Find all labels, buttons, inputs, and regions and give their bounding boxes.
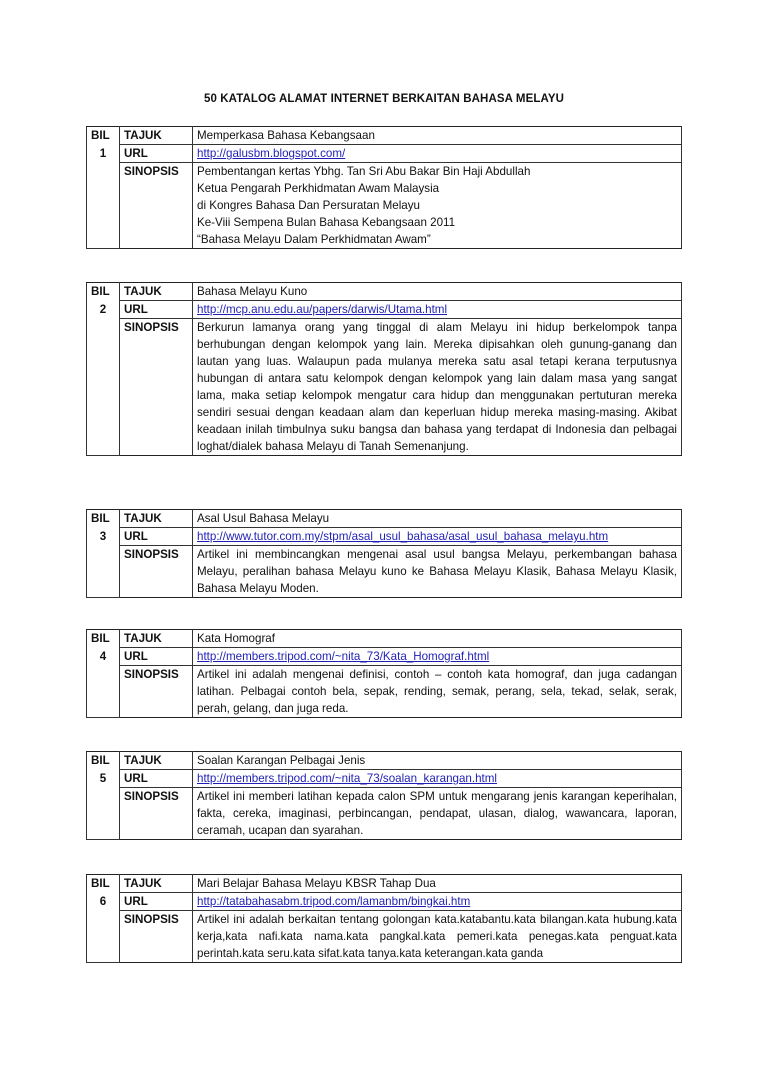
entry-number: 1 bbox=[87, 145, 120, 249]
bil-header: BIL bbox=[87, 875, 120, 893]
catalog-entry-1 bbox=[86, 126, 682, 249]
entry-sinopsis: Berkurun lamanya orang yang tinggal di alam Melayu ini hidup berkelompok tanpa berhubungan dengan kelompok yang lain. Mereka dipisahkan oleh gunung-ganang dan lautan yang luas. Walaupun pada mulanya mereka satu asal tetapi kerana terputusnya hubungan di antara satu kelompok dengan kelompok yang lain dalam masa yang sangat lama, maka setiap kelompok mengatur cara hidup dan menggunakan pertuturan mereka sendiri sesuai dengan keadaan alam dan keperluan hidup mereka masing-masing. Akibat keadaan inilah timbulnya suku bangsa dan bahasa yang terdapat di Indonesia dan pelbagai loghat/dialek bahasa Melayu di Tanah Semenanjung. bbox=[193, 319, 682, 456]
entry-url-link[interactable]: http://mcp.anu.edu.au/papers/darwis/Utama.html bbox=[197, 303, 448, 316]
entry-title: Asal Usul Bahasa Melayu bbox=[193, 510, 682, 528]
entry-sinopsis bbox=[193, 163, 682, 249]
sinopsis-line: “Bahasa Melayu Dalam Perkhidmatan Awam” bbox=[197, 233, 431, 246]
bil-header: BIL bbox=[87, 752, 120, 770]
url-label: URL bbox=[120, 528, 193, 546]
bil-header: BIL bbox=[87, 510, 120, 528]
catalog-entry-3 bbox=[86, 509, 682, 598]
sinopsis-label: SINOPSIS bbox=[120, 319, 193, 456]
catalog-entry-4 bbox=[86, 629, 682, 718]
entry-number: 4 bbox=[87, 648, 120, 718]
sinopsis-line: Pembentangan kertas Ybhg. Tan Sri Abu Bakar Bin Haji Abdullah bbox=[197, 165, 531, 178]
url-label: URL bbox=[120, 301, 193, 319]
entry-sinopsis: Artikel ini membincangkan mengenai asal usul bangsa Melayu, perkembangan bahasa Melayu, peralihan bahasa Melayu kuno ke Bahasa Melayu Klasik, Bahasa Melayu Klasik, Bahasa Melayu Moden. bbox=[193, 546, 682, 598]
entry-number: 3 bbox=[87, 528, 120, 598]
bil-header: BIL bbox=[87, 630, 120, 648]
entry-title: Memperkasa Bahasa Kebangsaan bbox=[193, 127, 682, 145]
sinopsis-label: SINOPSIS bbox=[120, 666, 193, 718]
catalog-entry-5 bbox=[86, 751, 682, 840]
bil-header: BIL bbox=[87, 127, 120, 145]
entry-number: 6 bbox=[87, 893, 120, 963]
entry-sinopsis: Artikel ini adalah berkaitan tentang golongan kata.katabantu.kata bilangan.kata hubung.kata kerja,kata nafi.kata nama.kata pangkal.kata pemeri.kata penegas.kata penguat.kata perintah.kata seru.kata sifat.kata tanya.kata keterangan.kata ganda bbox=[193, 911, 682, 963]
tajuk-label: TAJUK bbox=[120, 510, 193, 528]
sinopsis-line: Ke-Viii Sempena Bulan Bahasa Kebangsaan 2011 bbox=[197, 216, 456, 229]
sinopsis-label: SINOPSIS bbox=[120, 911, 193, 963]
entry-url-link[interactable]: http://www.tutor.com.my/stpm/asal_usul_bahasa/asal_usul_bahasa_melayu.htm bbox=[197, 530, 609, 543]
sinopsis-line: di Kongres Bahasa Dan Persuratan Melayu bbox=[197, 199, 420, 212]
url-label: URL bbox=[120, 145, 193, 163]
sinopsis-label: SINOPSIS bbox=[120, 788, 193, 840]
url-label: URL bbox=[120, 770, 193, 788]
entry-url-link[interactable]: http://tatabahasabm.tripod.com/lamanbm/bingkai.htm bbox=[197, 895, 471, 908]
tajuk-label: TAJUK bbox=[120, 127, 193, 145]
entry-sinopsis: Artikel ini adalah mengenai definisi, contoh – contoh kata homograf, dan juga cadangan latihan. Pelbagai contoh bela, sepak, rending, semak, perang, sela, tekad, selak, serak, perah, gelang, dan juga reda. bbox=[193, 666, 682, 718]
sinopsis-label: SINOPSIS bbox=[120, 546, 193, 598]
url-label: URL bbox=[120, 648, 193, 666]
entry-url-link[interactable]: http://members.tripod.com/~nita_73/Kata_Homograf.html bbox=[197, 650, 490, 663]
entry-sinopsis: Artikel ini memberi latihan kepada calon SPM untuk mengarang jenis karangan keperihalan, fakta, cereka, imaginasi, perbincangan, pendapat, ulasan, dialog, wawancara, laporan, ceramah, ucapan dan syarahan. bbox=[193, 788, 682, 840]
page-title: 50 KATALOG ALAMAT INTERNET BERKAITAN BAHASA MELAYU bbox=[203, 93, 564, 105]
tajuk-label: TAJUK bbox=[120, 875, 193, 893]
entry-title: Kata Homograf bbox=[193, 630, 682, 648]
tajuk-label: TAJUK bbox=[120, 752, 193, 770]
url-label: URL bbox=[120, 893, 193, 911]
entry-number: 5 bbox=[87, 770, 120, 840]
entry-title: Soalan Karangan Pelbagai Jenis bbox=[193, 752, 682, 770]
sinopsis-line: Ketua Pengarah Perkhidmatan Awam Malaysia bbox=[197, 182, 440, 195]
catalog-entry-6 bbox=[86, 874, 682, 963]
entry-title: Bahasa Melayu Kuno bbox=[193, 283, 682, 301]
entry-title: Mari Belajar Bahasa Melayu KBSR Tahap Dua bbox=[193, 875, 682, 893]
entry-url-link[interactable]: http://members.tripod.com/~nita_73/soalan_karangan.html bbox=[197, 772, 497, 785]
catalog-entry-2 bbox=[86, 282, 682, 456]
tajuk-label: TAJUK bbox=[120, 630, 193, 648]
entry-url-link[interactable]: http://galusbm.blogspot.com/ bbox=[197, 147, 346, 160]
sinopsis-label: SINOPSIS bbox=[120, 163, 193, 249]
entry-number: 2 bbox=[87, 301, 120, 456]
bil-header: BIL bbox=[87, 283, 120, 301]
tajuk-label: TAJUK bbox=[120, 283, 193, 301]
